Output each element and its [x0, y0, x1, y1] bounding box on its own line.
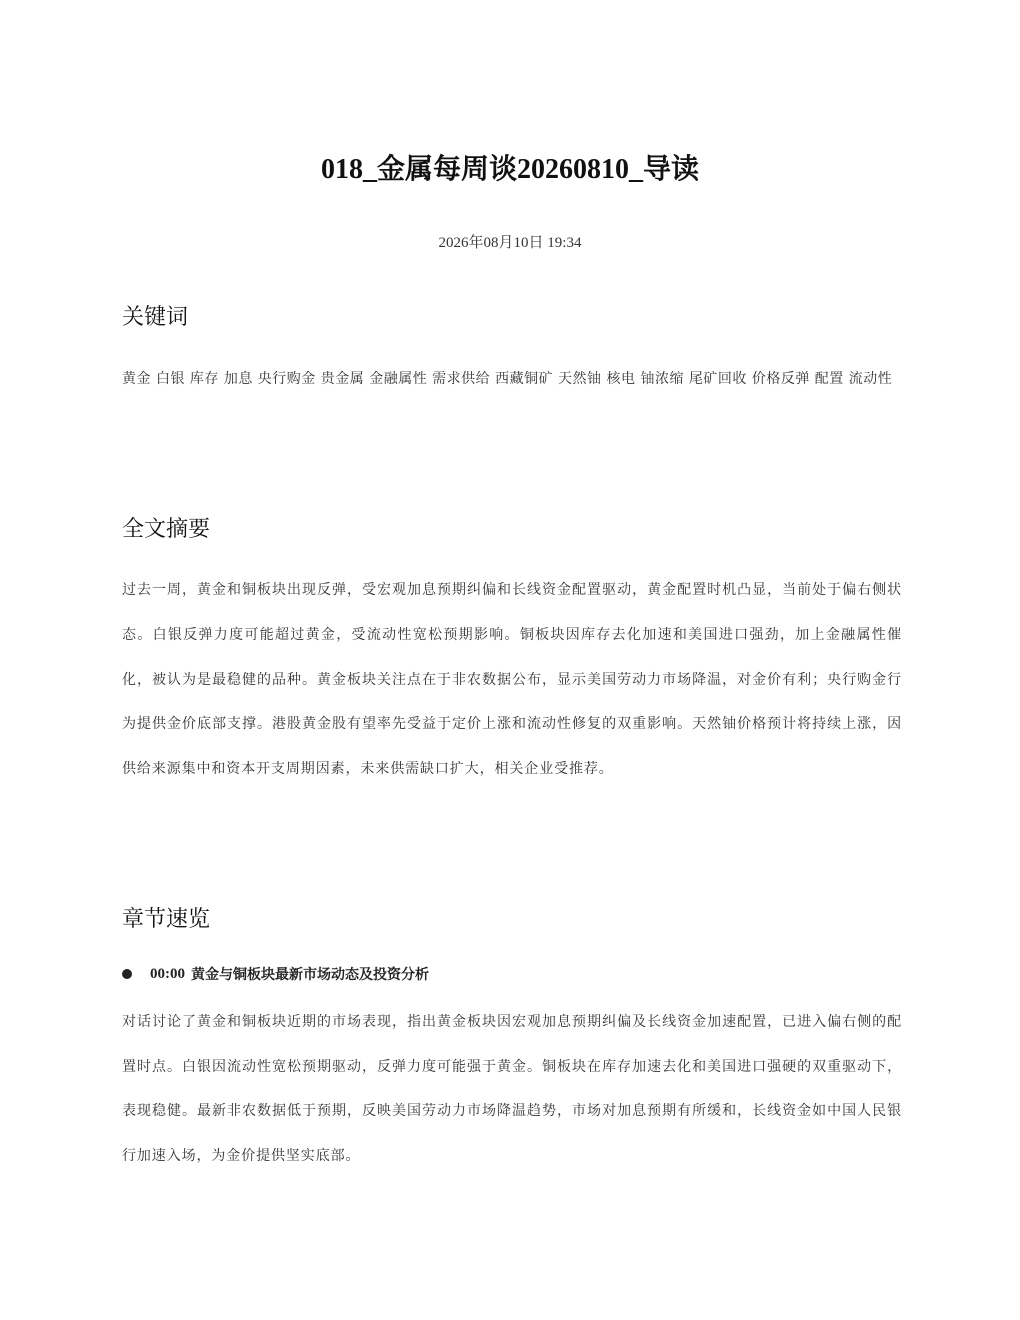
summary-heading: 全文摘要 [122, 517, 211, 542]
chapter-timestamp: 00:00 [150, 965, 185, 982]
keywords-heading: 关键词 [122, 305, 189, 330]
chapters-heading: 章节速览 [122, 907, 211, 932]
document-title: 018_金属每周谈20260810_导读 [320, 154, 699, 185]
summary-text: 过去一周，黄金和铜板块出现反弹，受宏观加息预期纠偏和长线资金配置驱动，黄金配置时机凸显，当前处于偏右侧状态。白银反弹力度可能超过黄金，受流动性宽松预期影响。铜板块因库存去化加速和美国进口强劲，加上金融属性催化，被认为是最稳健的品种。黄金板块关注点在于非农数据公布，显示美国劳动力市场降温，对金价有利；央行购金行为提供金价底部支撑。港股黄金股有望率先受益于定价上涨和流动性修复的双重影响。天然铀价格预计将持续上涨，因供给来源集中和资本开支周期因素，未来供需缺口扩大，相关企业受推荐。 [122, 582, 902, 778]
chapter-title: 黄金与铜板块最新市场动态及投资分析 [191, 967, 429, 983]
keywords-list: 黄金 白银 库存 加息 央行购金 贵金属 金融属性 需求供给 西藏铜矿 天然铀 核电 铀浓缩 尾矿回收 价格反弹 配置 流动性 [122, 371, 893, 387]
document-date: 2026年08月10日 19:34 [438, 235, 582, 251]
chapter-item [122, 962, 902, 986]
chapter-body: 对话讨论了黄金和铜板块近期的市场表现，指出黄金板块因宏观加息预期纠偏及长线资金加速配置，已进入偏右侧的配置时点。白银因流动性宽松预期驱动，反弹力度可能强于黄金。铜板块在库存加速去化和美国进口强硬的双重驱动下，表现稳健。最新非农数据低于预期，反映美国劳动力市场降温趋势，市场对加息预期有所缓和，长线资金如中国人民银行加速入场，为金价提供坚实底部。 [122, 1014, 902, 1164]
bullet-icon [122, 969, 132, 979]
